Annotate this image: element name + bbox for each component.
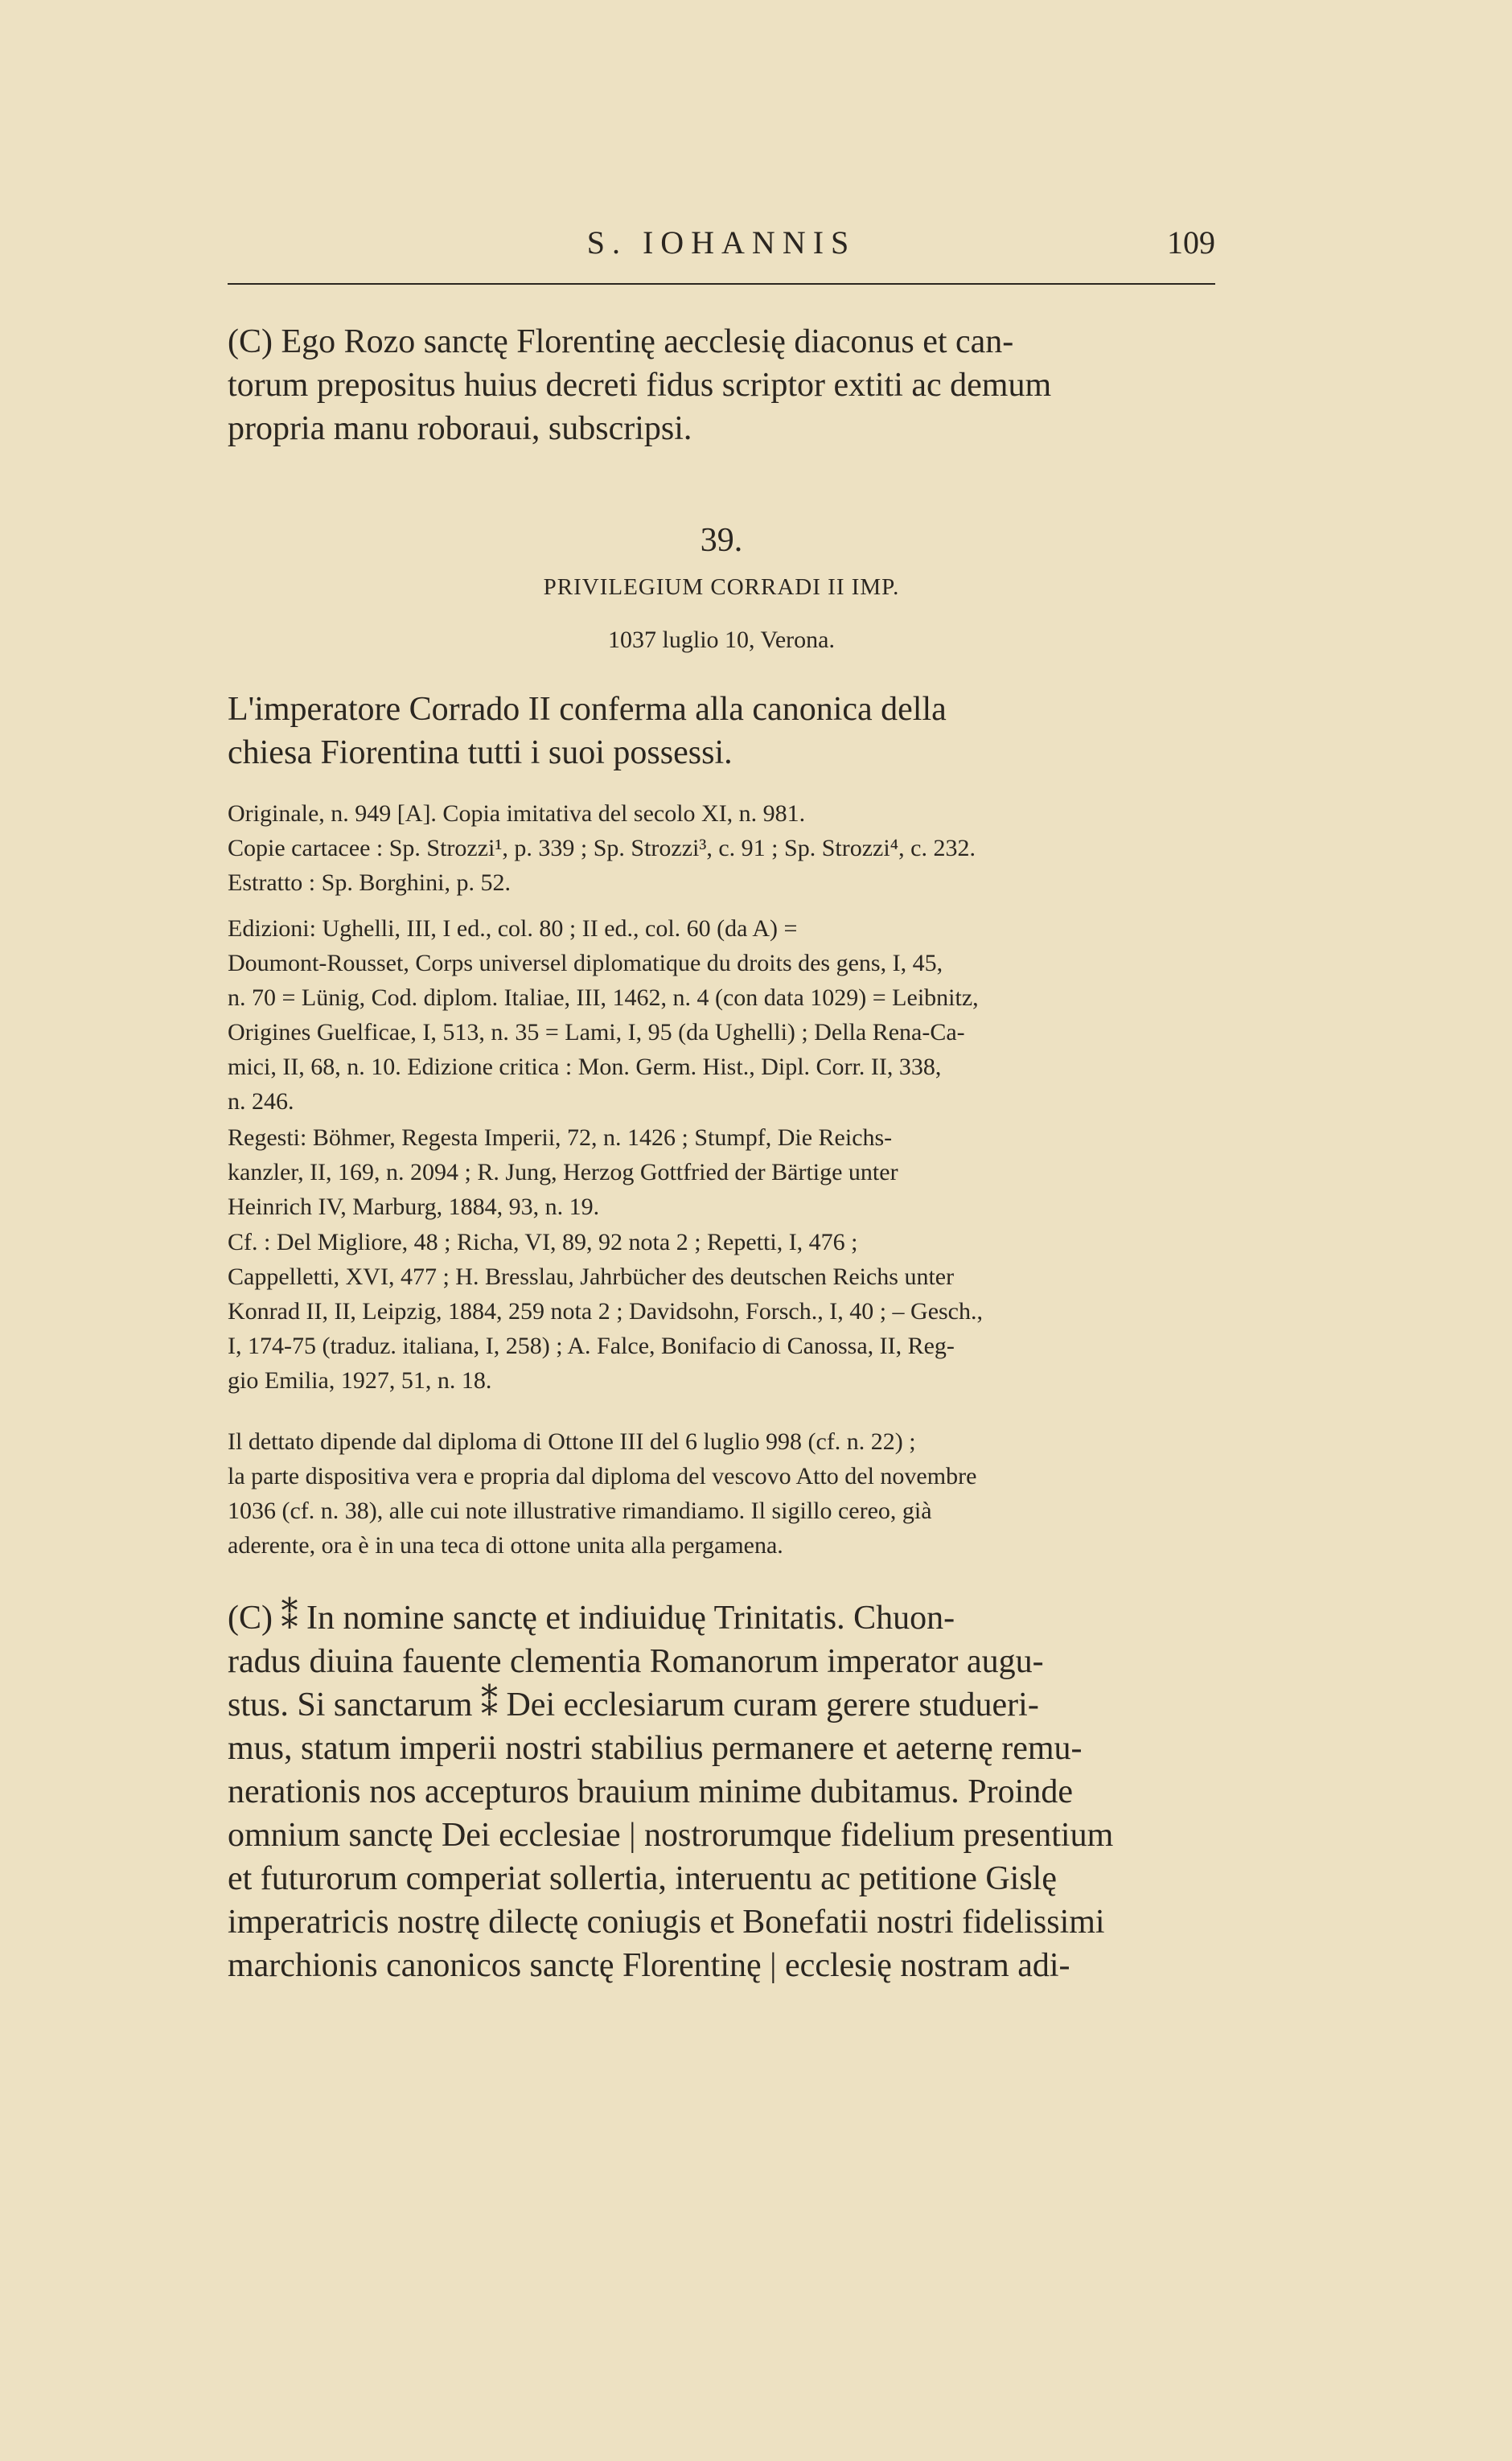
header-rule [228, 283, 1215, 285]
document-number: 39. [700, 522, 743, 559]
document-title: PRIVILEGIUM CORRADI II IMP. [543, 574, 900, 600]
cf-line: Cf. : Del Migliore, 48 ; Richa, VI, 89, 92 nota 2 ; Repetti, I, 476 ; [228, 1229, 858, 1255]
editions-line: n. 246. [228, 1088, 294, 1115]
tradition-line: Estratto : Sp. Borghini, p. 52. [228, 869, 511, 896]
editions-line: Edizioni: Ughelli, III, I ed., col. 80 ; II ed., col. 60 (da A) = [228, 915, 798, 942]
diploma-text [228, 1596, 1215, 1987]
regesti-line: Heinrich IV, Marburg, 1884, 93, n. 19. [228, 1194, 600, 1220]
regesti-section [228, 1120, 1215, 1224]
subscription-line: propria manu roboraui, subscripsi. [228, 410, 692, 447]
note-section [228, 1424, 1215, 1563]
text-line: marchionis canonicos sanctę Florentinę | ecclesię nostram adi- [228, 1947, 1070, 1984]
tradition-section [228, 796, 1215, 900]
text-line: nerationis nos accepturos brauium minime dubitamus. Proinde [228, 1773, 1073, 1810]
running-header [228, 224, 1215, 272]
text-line: radus diuina fauente clementia Romanorum imperator augu- [228, 1643, 1044, 1680]
note-line: Il dettato dipende dal diploma di Ottone III del 6 luglio 998 (cf. n. 22) ; [228, 1428, 916, 1455]
note-line: la parte dispositiva vera e propria dal diploma del vescovo Atto del novembre [228, 1463, 977, 1489]
text-line: omnium sanctę Dei ecclesiae | nostrorumque fidelium presentium [228, 1817, 1114, 1854]
editions-line: Doumont-Rousset, Corps universel diplomatique du droits des gens, I, 45, [228, 950, 943, 976]
tradition-line: Copie cartacee : Sp. Strozzi¹, p. 339 ; Sp. Strozzi³, c. 91 ; Sp. Strozzi⁴, c. 232. [228, 835, 976, 861]
cf-line: Cappelletti, XVI, 477 ; H. Bresslau, Jahrbücher des deutschen Reichs unter [228, 1263, 955, 1290]
document-date: 1037 luglio 10, Verona. [608, 627, 835, 653]
summary-line: chiesa Fiorentina tutti i suoi possessi. [228, 734, 733, 771]
subscription-c [228, 320, 1215, 450]
summary-line: L'imperatore Corrado II conferma alla canonica della [228, 691, 947, 728]
regesti-line: Regesti: Böhmer, Regesta Imperii, 72, n. 1426 ; Stumpf, Die Reichs- [228, 1124, 893, 1151]
text-line: (C) ⁑ In nomine sanctę et indiuiduę Trinitatis. Chuon- [228, 1600, 955, 1637]
tradition-line: Originale, n. 949 [A]. Copia imitativa del secolo XI, n. 981. [228, 800, 806, 827]
text-line: mus, statum imperii nostri stabilius permanere et aeternę remu- [228, 1730, 1083, 1767]
regesti-line: kanzler, II, 169, n. 2094 ; R. Jung, Herzog Gottfried der Bärtige unter [228, 1159, 898, 1185]
cf-line: I, 174-75 (traduz. italiana, I, 258) ; A. Falce, Bonifacio di Canossa, II, Reg- [228, 1333, 955, 1359]
note-line: aderente, ora è in una teca di ottone unita alla pergamena. [228, 1532, 783, 1559]
cf-section [228, 1225, 1215, 1398]
editions-line: Origines Guelficae, I, 513, n. 35 = Lami, I, 95 (da Ughelli) ; Della Rena-Ca- [228, 1019, 965, 1046]
text-line: imperatricis nostrę dilectę coniugis et Bonefatii nostri fidelissimi [228, 1904, 1105, 1941]
editions-line: mici, II, 68, n. 10. Edizione critica : Mon. Germ. Hist., Dipl. Corr. II, 338, [228, 1054, 942, 1080]
document-summary [228, 688, 1215, 774]
page-number: 109 [1167, 224, 1215, 261]
note-line: 1036 (cf. n. 38), alle cui note illustrative rimandiamo. Il sigillo cereo, già [228, 1498, 932, 1524]
cf-line: Konrad II, II, Leipzig, 1884, 259 nota 2 ; Davidsohn, Forsch., I, 40 ; – Gesch., [228, 1298, 983, 1325]
text-line: et futurorum comperiat sollertia, interuentu ac petitione Gislę [228, 1860, 1057, 1897]
subscription-line: torum prepositus huius decreti fidus scriptor extiti ac demum [228, 367, 1052, 404]
cf-line: gio Emilia, 1927, 51, n. 18. [228, 1367, 492, 1394]
editions-line: n. 70 = Lünig, Cod. diplom. Italiae, III, 1462, n. 4 (con data 1029) = Leibnitz, [228, 984, 979, 1011]
running-title: S. IOHANNIS [586, 224, 857, 261]
subscription-line: (C) Ego Rozo sanctę Florentinę aecclesię diaconus et can- [228, 323, 1014, 360]
editions-section [228, 911, 1215, 1119]
text-line: stus. Si sanctarum ⁑ Dei ecclesiarum curam gerere studueri- [228, 1687, 1039, 1724]
